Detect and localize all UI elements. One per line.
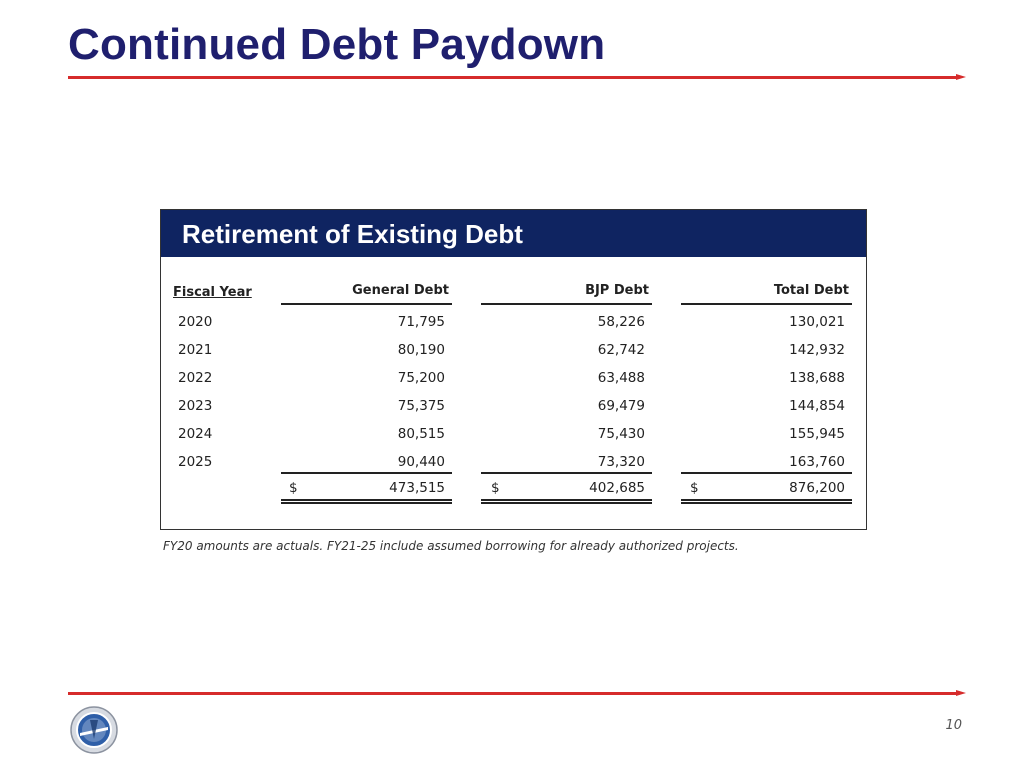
footnote: FY20 amounts are actuals. FY21-25 include assumed borrowing for already authorized projects. [163, 539, 739, 553]
double-rule-general-1 [281, 499, 452, 501]
debt-retirement-table-panel [160, 209, 867, 530]
seal-logo-icon [70, 706, 118, 754]
panel-header [161, 210, 866, 257]
cell-bjp: 69,479 [597, 398, 645, 414]
double-rule-total-2 [681, 502, 852, 504]
cell-general: 80,515 [397, 426, 445, 442]
header-fiscal-year: Fiscal Year [173, 285, 252, 300]
cell-year: 2022 [178, 370, 213, 386]
header-general-debt: General Debt [352, 283, 449, 298]
title-rule [68, 76, 956, 79]
table-row [161, 398, 866, 418]
cell-general: 80,190 [397, 342, 445, 358]
double-rule-bjp-1 [481, 499, 652, 501]
subtotal-rule-bjp [481, 472, 652, 474]
footer-rule [68, 692, 956, 695]
cell-total: 138,688 [789, 370, 845, 386]
cell-bjp: 73,320 [597, 454, 645, 470]
page-title: Continued Debt Paydown [68, 20, 606, 69]
cell-year: 2021 [178, 342, 213, 358]
subtotal-rule-general [281, 472, 452, 474]
cell-bjp: 58,226 [597, 314, 645, 330]
currency-symbol: $ [690, 480, 699, 496]
currency-symbol: $ [289, 480, 298, 496]
cell-bjp: 62,742 [597, 342, 645, 358]
double-rule-general-2 [281, 502, 452, 504]
total-bjp: 402,685 [589, 480, 645, 496]
double-rule-bjp-2 [481, 502, 652, 504]
table-row [161, 454, 866, 474]
cell-general: 75,375 [397, 398, 445, 414]
page-number: 10 [945, 718, 962, 733]
cell-year: 2024 [178, 426, 213, 442]
header-underline-general [281, 303, 452, 305]
table-row [161, 426, 866, 446]
header-bjp-debt: BJP Debt [585, 283, 649, 298]
cell-total: 163,760 [789, 454, 845, 470]
header-total-debt: Total Debt [773, 283, 849, 298]
cell-general: 71,795 [397, 314, 445, 330]
subtotal-rule-total [681, 472, 852, 474]
cell-total: 155,945 [789, 426, 845, 442]
cell-total: 144,854 [789, 398, 845, 414]
cell-bjp: 63,488 [597, 370, 645, 386]
cell-bjp: 75,430 [597, 426, 645, 442]
currency-symbol: $ [491, 480, 500, 496]
panel-title: Retirement of Existing Debt [182, 219, 523, 249]
cell-general: 75,200 [397, 370, 445, 386]
total-general: 473,515 [389, 480, 445, 496]
table-row [161, 314, 866, 334]
total-total: 876,200 [789, 480, 845, 496]
cell-year: 2025 [178, 454, 213, 470]
header-underline-bjp [481, 303, 652, 305]
cell-total: 130,021 [789, 314, 845, 330]
cell-year: 2020 [178, 314, 213, 330]
table-row [161, 342, 866, 362]
cell-total: 142,932 [789, 342, 845, 358]
cell-year: 2023 [178, 398, 213, 414]
table-row [161, 370, 866, 390]
header-underline-total [681, 303, 852, 305]
cell-general: 90,440 [397, 454, 445, 470]
double-rule-total-1 [681, 499, 852, 501]
